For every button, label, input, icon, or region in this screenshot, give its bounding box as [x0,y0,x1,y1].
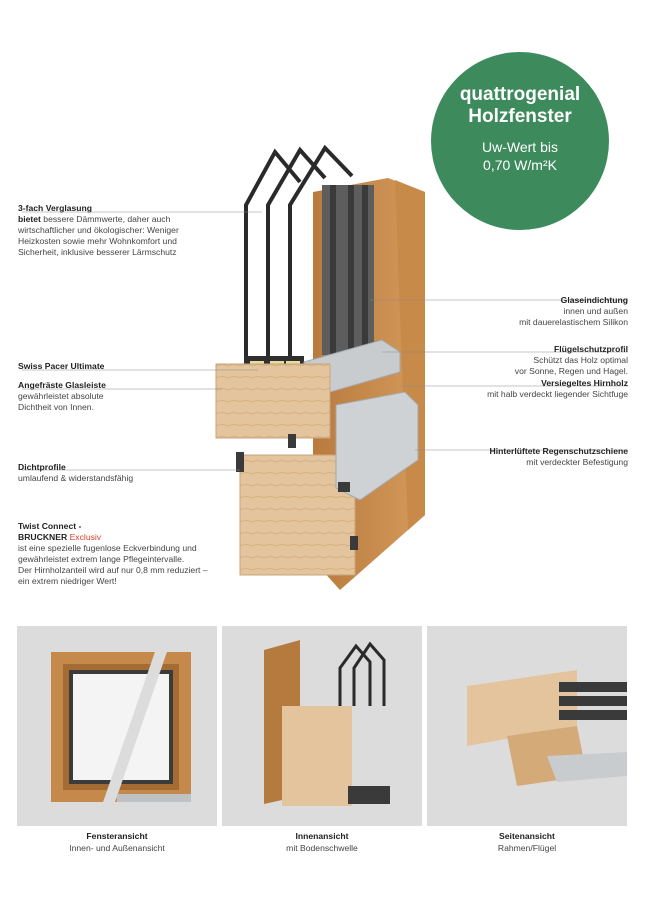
label-twist-brand: BRUCKNER [18,532,68,542]
caption-innenansicht [222,830,422,854]
panel-fensteransicht [17,626,217,826]
caption-fensteransicht-sub: Innen- und Außenansicht [69,843,165,853]
label-twist-brand-line [18,532,258,543]
fensteransicht-illustration [17,626,217,826]
label-dichtprofile-l1: umlaufend & widerstandsfähig [18,473,134,483]
caption-seitenansicht-title: Seitenansicht [499,831,555,841]
label-regenschutz-l1: mit verdeckter Befestigung [526,457,628,467]
label-glaseindichtung [390,295,628,328]
label-glasleiste-title: Angefräste Glasleiste [18,380,106,390]
badge-line4: 0,70 W/m²K [483,157,557,173]
seitenansicht-illustration [427,626,627,826]
label-verglasung-l3: Heizkosten sowie mehr Wohnkomfort und [18,236,177,246]
label-verglasung-title: 3-fach Verglasung [18,203,93,213]
label-twist-title: Twist Connect - [18,521,82,531]
badge-line2: Holzfenster [468,106,572,127]
innenansicht-illustration [222,626,422,826]
label-glaseindichtung-l1: innen und außen [563,306,628,316]
label-twist-brand-suffix: Exclusiv [69,532,102,542]
caption-fensteransicht-title: Fensteransicht [86,831,148,841]
label-verglasung-line1 [18,214,258,225]
caption-innenansicht-sub: mit Bodenschwelle [286,843,358,853]
label-swiss-pacer-title: Swiss Pacer Ultimate [18,361,105,371]
label-hirnholz-title: Versiegeltes Hirnholz [541,378,628,388]
label-verglasung-l2: wirtschaftlicher und ökologischer: Weniger [18,225,179,235]
label-fluegelschutz-title: Flügelschutzprofil [554,344,628,354]
panel-innenansicht [222,626,422,826]
label-glasleiste-l2: Dichtheit von Innen. [18,402,94,412]
label-verglasung-l1: bessere Dämmwerte, daher auch [40,214,171,224]
label-twist-connect [18,521,258,587]
badge-line3: Uw-Wert bis [482,139,558,155]
label-regenschutz-title: Hinterlüftete Regenschutzschiene [489,446,628,456]
label-glasleiste [18,380,218,413]
label-twist-l3: Der Hirnholzanteil wird auf nur 0,8 mm reduziert – [18,565,208,575]
caption-fensteransicht [17,830,217,854]
label-hirnholz [390,378,628,400]
label-regenschutz [390,446,628,468]
label-verglasung-lead: bietet [18,214,41,224]
label-dichtprofile-title: Dichtprofile [18,462,66,472]
badge-line1: quattrogenial [459,84,581,105]
label-dichtprofile [18,462,218,484]
label-glasleiste-l1: gewährleistet absolute [18,391,104,401]
label-glaseindichtung-l2: mit dauerelastischem Silikon [519,317,628,327]
caption-seitenansicht-sub: Rahmen/Flügel [497,843,557,853]
caption-seitenansicht [427,830,627,854]
label-fluegelschutz-l1: Schützt das Holz optimal [533,355,628,365]
label-twist-l1: ist eine spezielle fugenlose Eckverbindung und [18,543,197,553]
caption-innenansicht-title: Innenansicht [295,831,349,841]
label-fluegelschutz [390,344,628,377]
label-twist-l2: gewährleistet extrem lange Pflegeintervalle. [18,554,185,564]
label-twist-l4: ein extrem niedriger Wert! [18,576,117,586]
label-verglasung-l4: Sicherheit, inklusive besserer Lärmschutz [18,247,177,257]
label-swiss-pacer [18,361,218,372]
label-hirnholz-l1: mit halb verdeckt liegender Sichtfuge [487,389,628,399]
panel-seitenansicht [427,626,627,826]
label-fluegelschutz-l2: vor Sonne, Regen und Hagel. [514,366,628,376]
label-glaseindichtung-title: Glaseindichtung [560,295,628,305]
label-verglasung [18,203,258,258]
